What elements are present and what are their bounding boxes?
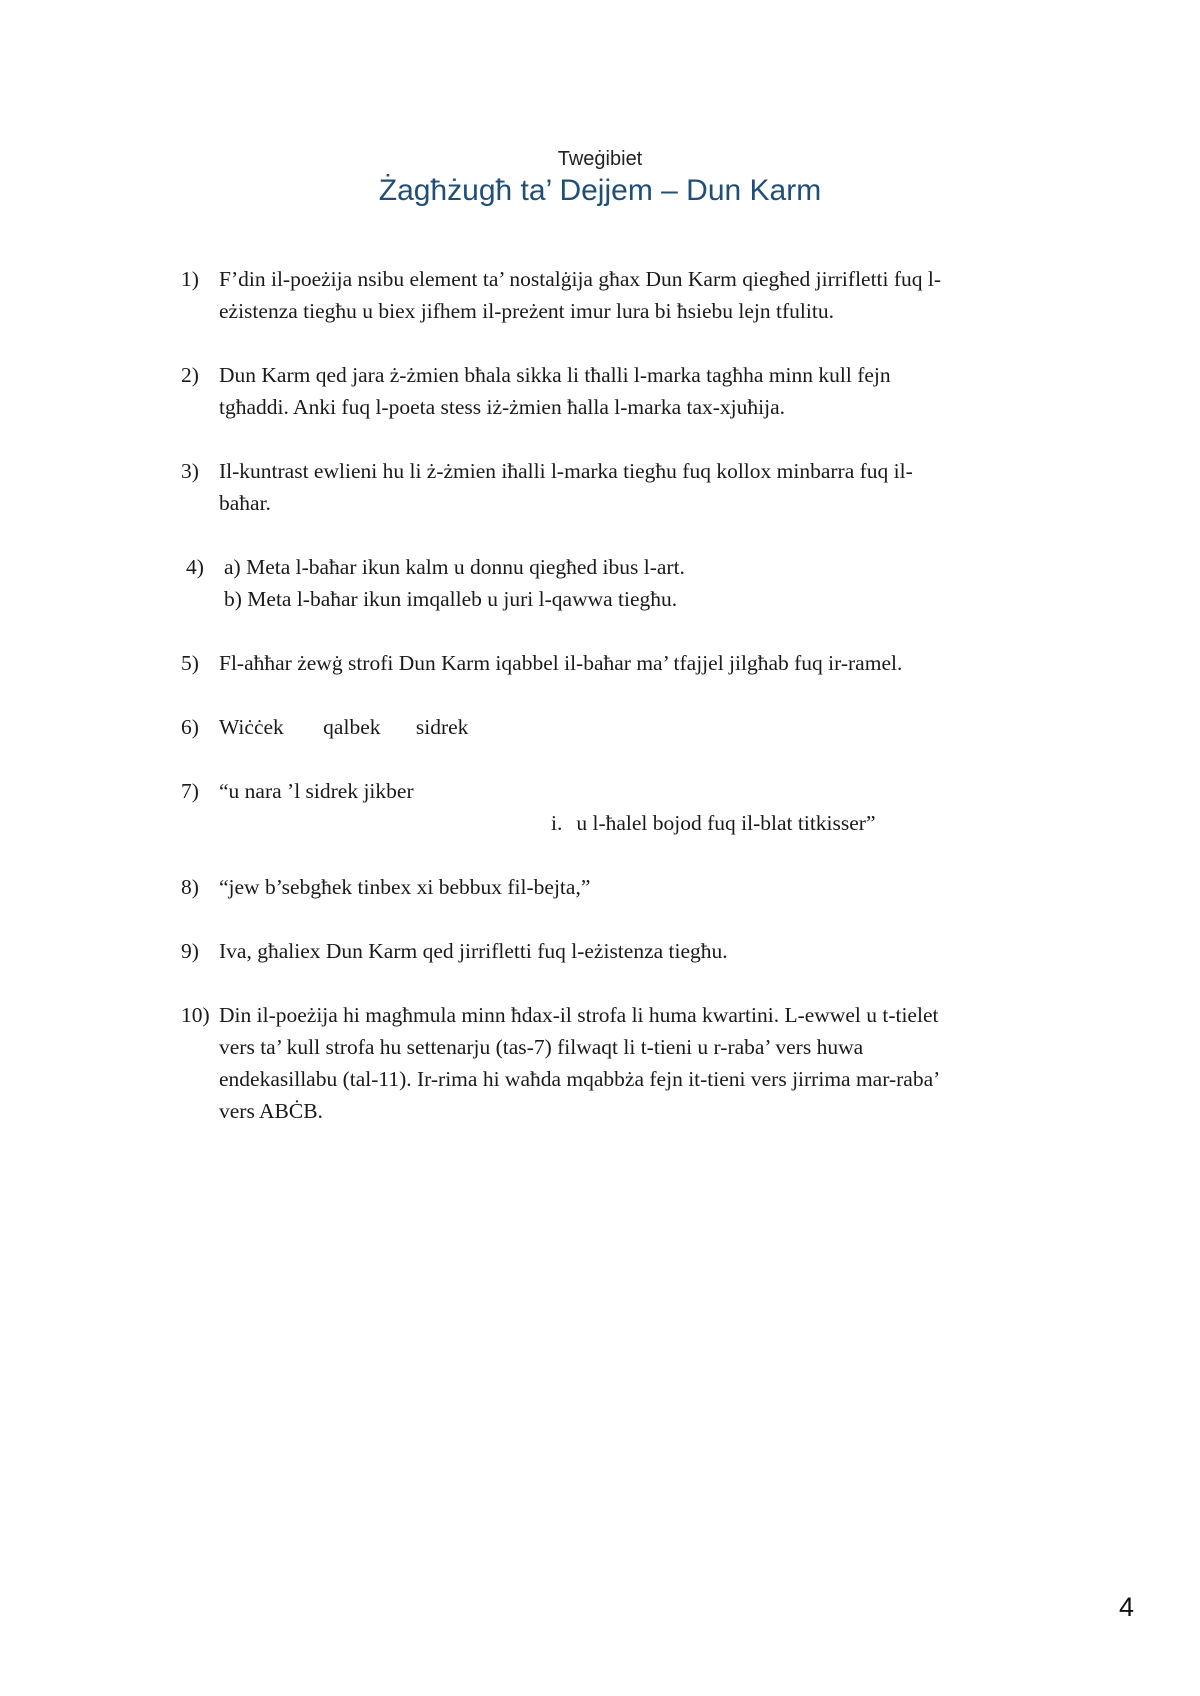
poem-quote-line-2 — [219, 807, 1041, 839]
answer-number: 2) — [181, 363, 199, 387]
answer-item-1 — [181, 263, 1041, 327]
answer-item-4 — [181, 551, 1041, 615]
answer-line: “jew b’sebgħek tinbex xi bebbux fil-bejta,” — [219, 875, 591, 899]
answer-line: vers ABĊB. — [219, 1099, 323, 1123]
answer-number: 5) — [181, 651, 199, 675]
answer-number: 4) — [186, 555, 204, 579]
answer-item-3 — [181, 455, 1041, 519]
answer-number: 8) — [181, 875, 199, 899]
answer-item-8 — [181, 871, 1041, 903]
answer-word: sidrek — [415, 715, 469, 739]
answer-number: 10) — [181, 1003, 210, 1027]
poem-quote-line-1: “u nara ’l sidrek jikber — [219, 779, 414, 803]
answer-item-2 — [181, 359, 1041, 423]
answer-line: baħar. — [219, 491, 271, 515]
answer-word: qalbek — [323, 715, 381, 739]
roman-numeral: i. — [551, 811, 563, 835]
page-number: 4 — [1118, 1592, 1134, 1622]
answer-item-10 — [181, 999, 1041, 1127]
poem-quote-text: u l-ħalel bojod fuq il-blat titkisser” — [576, 811, 876, 835]
answer-line-b: b) Meta l-baħar ikun imqalleb u juri l-qawwa tiegħu. — [224, 587, 678, 611]
answer-number: 6) — [181, 715, 199, 739]
document-title: Żagħżugħ ta’ Dejjem – Dun Karm — [378, 174, 822, 207]
answer-line: Dun Karm qed jara ż-żmien bħala sikka li tħalli l-marka tagħha minn kull fejn — [219, 363, 891, 387]
answer-item-7 — [181, 775, 1041, 839]
answer-line: Iva, għaliex Dun Karm qed jirrifletti fuq l-eżistenza tiegħu. — [219, 939, 728, 963]
answer-item-9 — [181, 935, 1041, 967]
answer-line: tgħaddi. Anki fuq l-poeta stess iż-żmien ħalla l-marka tax-xjuħija. — [219, 395, 786, 419]
answer-number: 7) — [181, 779, 199, 803]
answer-line-a: a) Meta l-baħar ikun kalm u donnu qiegħed ibus l-art. — [224, 555, 685, 579]
document-subtitle: Tweġibiet — [557, 148, 643, 170]
answer-line: Fl-aħħar żewġ strofi Dun Karm iqabbel il-baħar ma’ tfajjel jilgħab fuq ir-ramel. — [219, 651, 903, 675]
answer-line: Il-kuntrast ewlieni hu li ż-żmien iħalli l-marka tiegħu fuq kollox minbarra fuq il- — [219, 459, 913, 483]
answers-list — [181, 263, 1041, 1159]
answer-number: 3) — [181, 459, 199, 483]
answer-number: 9) — [181, 939, 199, 963]
answer-number: 1) — [181, 267, 199, 291]
answer-line: eżistenza tiegħu u biex jifhem il-preżent imur lura bi ħsiebu lejn tfulitu. — [219, 299, 834, 323]
answer-item-5 — [181, 647, 1041, 679]
answer-line: Din il-poeżija hi magħmula minn ħdax-il strofa li huma kwartini. L-ewwel u t-tielet — [219, 1003, 939, 1027]
answer-line: F’din il-poeżija nsibu element ta’ nostalġija għax Dun Karm qiegħed jirrifletti fuq l- — [219, 267, 942, 291]
answer-word: Wiċċek — [219, 715, 284, 739]
answer-line: vers ta’ kull strofa hu settenarju (tas-7) filwaqt li t-tieni u r-raba’ vers huwa — [219, 1035, 864, 1059]
answer-line: endekasillabu (tal-11). Ir-rima hi waħda mqabbża fejn it-tieni vers jirrima mar-raba’ — [219, 1067, 941, 1091]
answer-item-6 — [181, 711, 1041, 743]
